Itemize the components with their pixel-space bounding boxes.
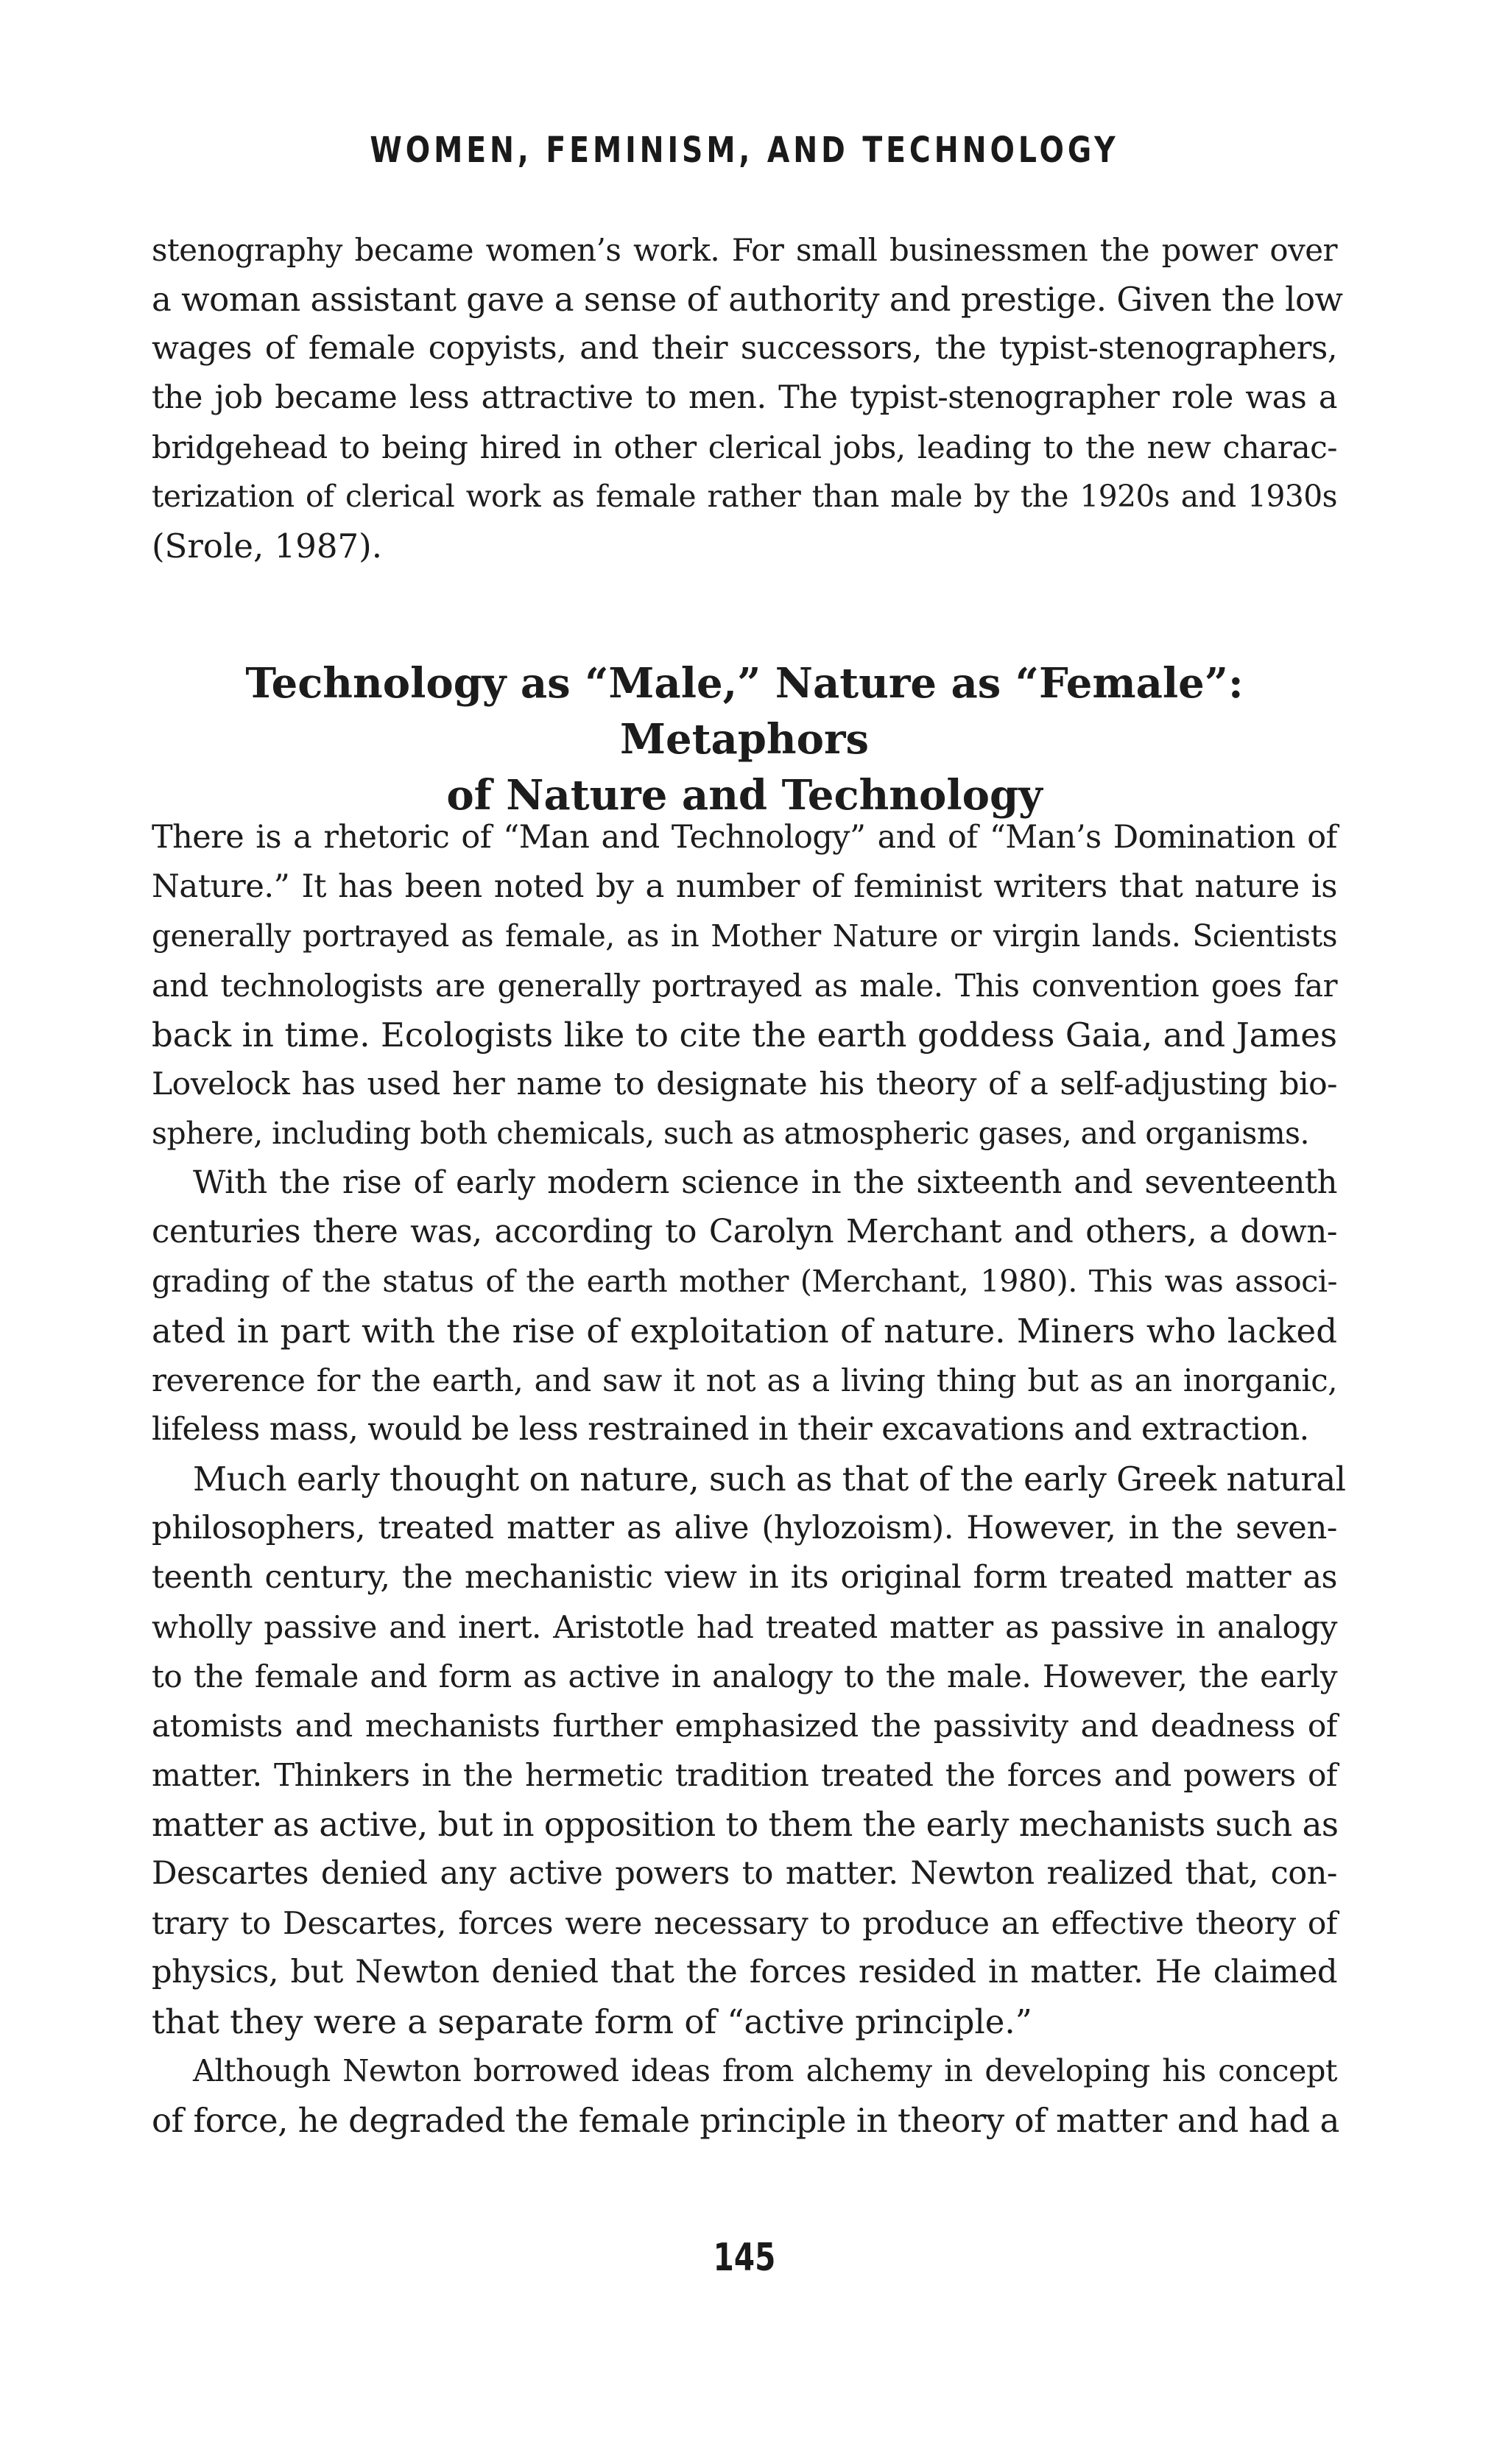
text-line: centuries there was, according to Carolyn Merchant and others, a down-	[152, 1214, 1337, 1250]
text-line: to the female and form as active in analogy to the male. However, the early	[152, 1658, 1337, 1694]
text-line: teenth century, the mechanistic view in its original form treated matter as	[152, 1559, 1337, 1596]
text-line: There is a rhetoric of “Man and Technology” and of “Man’s Domination of	[152, 819, 1337, 856]
section-heading	[152, 655, 1337, 823]
text-line: terization of clerical work as female rather than male by the 1920s and 1930s	[152, 479, 1337, 514]
section-heading-line: Technology as “Male,” Nature as “Female”: Metaphors	[245, 659, 1244, 764]
paragraph	[152, 2046, 1337, 2145]
text-line: physics, but Newton denied that the forces resided in matter. He claimed	[152, 1954, 1337, 1990]
text-line: of force, he degraded the female principle in theory of matter and had a	[152, 2101, 1339, 2140]
running-head: WOMEN, FEMINISM, AND TECHNOLOGY	[370, 130, 1119, 171]
text-line: With the rise of early modern science in the sixteenth and seventeenth	[193, 1164, 1337, 1201]
intro-paragraph	[152, 225, 1343, 571]
text-line: the job became less attractive to men. The typist-stenographer role was a	[152, 379, 1337, 416]
text-line: a woman assistant gave a sense of authority and prestige. Given the low	[152, 280, 1343, 319]
body-text	[152, 813, 1346, 2145]
text-line: wholly passive and inert. Aristotle had treated matter as passive in analogy	[152, 1609, 1337, 1645]
text-line: philosophers, treated matter as alive (hylozoism). However, in the seven-	[152, 1510, 1337, 1546]
text-line: sphere, including both chemicals, such as atmospheric gases, and organisms.	[152, 1116, 1309, 1151]
text-line: stenography became women’s work. For small businessmen the power over	[152, 232, 1337, 268]
text-line: matter as active, but in opposition to them the early mechanists such as	[152, 1805, 1339, 1844]
text-line: Descartes denied any active powers to matter. Newton realized that, con-	[152, 1855, 1337, 1892]
paragraph	[152, 1454, 1346, 2046]
text-line: reverence for the earth, and saw it not as a living thing but as an inorganic,	[152, 1362, 1337, 1398]
text-line: matter. Thinkers in the hermetic tradition treated the forces and powers of	[152, 1757, 1337, 1793]
text-line: and technologists are generally portrayed as male. This convention goes far	[152, 968, 1337, 1004]
text-line: ated in part with the rise of exploitation of nature. Miners who lacked	[152, 1312, 1337, 1351]
text-line: bridgehead to being hired in other clerical jobs, leading to the new charac-	[152, 429, 1337, 465]
text-line: atomists and mechanists further emphasized the passivity and deadness of	[152, 1708, 1337, 1744]
paragraph	[152, 813, 1337, 1158]
text-line: Much early thought on nature, such as that of the early Greek natural	[193, 1460, 1346, 1499]
text-line: Although Newton borrowed ideas from alchemy in developing his concept	[193, 2053, 1337, 2088]
text-line: trary to Descartes, forces were necessary to produce an effective theory of	[152, 1905, 1337, 1941]
text-line: back in time. Ecologists like to cite the earth goddess Gaia, and James	[152, 1015, 1337, 1055]
text-line: (Srole, 1987).	[152, 527, 383, 566]
text-line: wages of female copyists, and their successors, the typist-stenographers,	[152, 330, 1337, 367]
text-line: lifeless mass, would be less restrained in their excavations and extraction.	[152, 1411, 1309, 1448]
section-heading-line: of Nature and Technology	[446, 771, 1043, 820]
text-line: that they were a separate form of “active principle.”	[152, 2002, 1032, 2041]
page-number: 145	[713, 2236, 776, 2280]
text-line: grading of the status of the earth mother (Merchant, 1980). This was associ-	[152, 1264, 1337, 1299]
text-line: Nature.” It has been noted by a number of feminist writers that nature is	[152, 868, 1337, 905]
text-line: Lovelock has used her name to designate his theory of a self-adjusting bio-	[152, 1066, 1337, 1102]
text-line: generally portrayed as female, as in Mother Nature or virgin lands. Scientists	[152, 918, 1337, 954]
paragraph	[152, 1158, 1337, 1454]
